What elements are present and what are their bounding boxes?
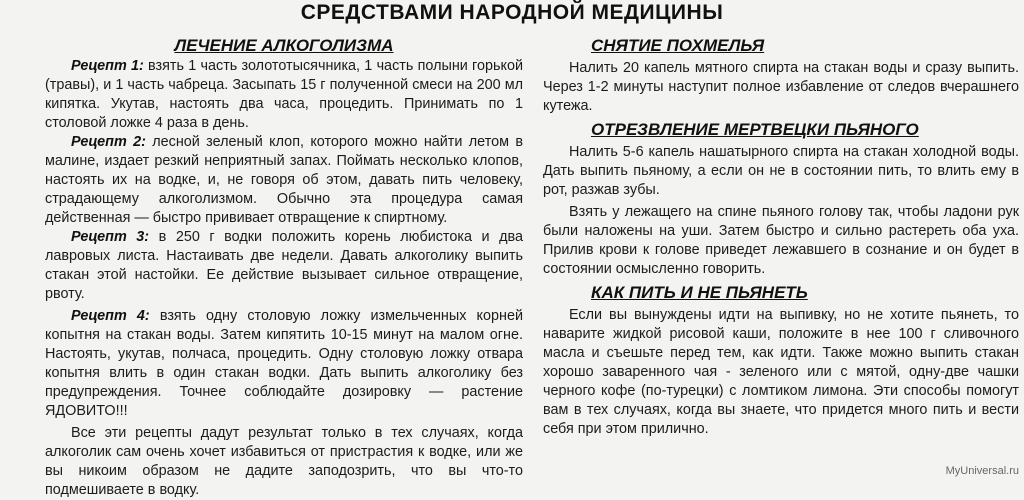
closing-paragraph: Все эти рецепты дадут результат только в тех случаях, когда алкоголик сам очень хочет избавиться от пристрастия к водке, или же вы никоим образом не дадите заподозрить, что вы что-то подмешиваете в водку.	[45, 425, 523, 498]
recipe-2-text: лесной зеленый клоп, которого можно найти летом в малине, издает резкий неприятный запах. Поймать несколько клопов, настоять их на водке, и, не говоря об этом, давать пить человеку, страдающему алкоголизмом. Обычно эта процедура самая действенная — быстро прививает отвращение к спиртному.	[45, 134, 524, 226]
recipe-2-label: Рецепт 2:	[71, 134, 146, 150]
recipe-2	[45, 133, 523, 228]
right-column	[543, 36, 1019, 439]
recipe-4	[45, 307, 523, 421]
recipe-3-text: в 250 г водки положить корень любистока и два лавровых листа. Настаивать две недели. Давать алкоголику выпить стакан этой настойки. Ее действие вызывает сильное отвращение, рвоту.	[45, 229, 523, 302]
heading-hangover-relief: СНЯТИЕ ПОХМЕЛЬЯ	[591, 36, 765, 55]
drinking-paragraph: Если вы вынуждены идти на выпивку, но не хотите пьянеть, то наварите жидкой рисовой каши, положите в нее 100 г сливочного масла и съешьте перед тем, как идти. Также можно выпить стакан хорошо заваренного чая - зеленого или с мятой, одну-две чашки черного кофе (по-турецки) с ломтиком лимона. Эти способы помогут вам в тех случаях, когда вы знаете, что придется много пить и вести себя при этом прилично.	[543, 307, 1019, 437]
sobering-paragraph-2: Взять у лежащего на спине пьяного голову так, чтобы ладони рук были наложены на уши. Затем быстро и сильно растереть оба уха. Прилив крови к голове приведет лежавшего в сознание и он будет в состоянии осмысленно говорить.	[543, 204, 1019, 277]
heading-drink-without-getting-drunk: КАК ПИТЬ И НЕ ПЬЯНЕТЬ	[591, 283, 808, 302]
watermark: MyUniversal.ru	[945, 465, 1019, 477]
recipe-1-label: Рецепт 1:	[71, 58, 144, 74]
page-title: СРЕДСТВАМИ НАРОДНОЙ МЕДИЦИНЫ	[300, 1, 724, 24]
recipe-3-label: Рецепт 3:	[71, 229, 150, 245]
left-column	[45, 36, 523, 500]
recipe-3	[45, 228, 523, 304]
recipe-4-label: Рецепт 4:	[71, 308, 150, 324]
hangover-paragraph: Налить 20 капель мятного спирта на стакан воды и сразу выпить. Через 1-2 минуты наступит полное избавление от следов вчерашнего кутежа.	[543, 60, 1019, 114]
heading-alcoholism-treatment: ЛЕЧЕНИЕ АЛКОГОЛИЗМА	[174, 36, 394, 55]
recipe-1	[45, 57, 523, 133]
recipe-4-text: взять одну столовую ложку измельченных корней копытня на стакан воды. Затем кипятить 10-15 минут на малом огне. Настоять, укутав, полчаса, процедить. Одну столовую ложку отвара копытня влить в один стакан водки. Дать выпить алкоголику без предупреждения. Точнее соблюдайте дозировку — растение ЯДОВИТО!!!	[45, 308, 524, 419]
sobering-paragraph-1: Налить 5-6 капель нашатырного спирта на стакан холодной воды. Дать выпить пьяному, а если он не в состоянии пить, то влить ему в рот, разжав зубы.	[543, 144, 1019, 198]
heading-sobering-drunk: ОТРЕЗВЛЕНИЕ МЕРТВЕЦКИ ПЬЯНОГО	[591, 120, 919, 139]
recipe-1-text: взять 1 часть золототысячника, 1 часть полыни горькой (травы), и 1 часть чабреца. Засыпать 15 г полученной смеси на 200 мл кипятка. Укутав, настоять два часа, процедить. Принимать по 1 столовой ложке 4 раза в день.	[45, 58, 523, 131]
